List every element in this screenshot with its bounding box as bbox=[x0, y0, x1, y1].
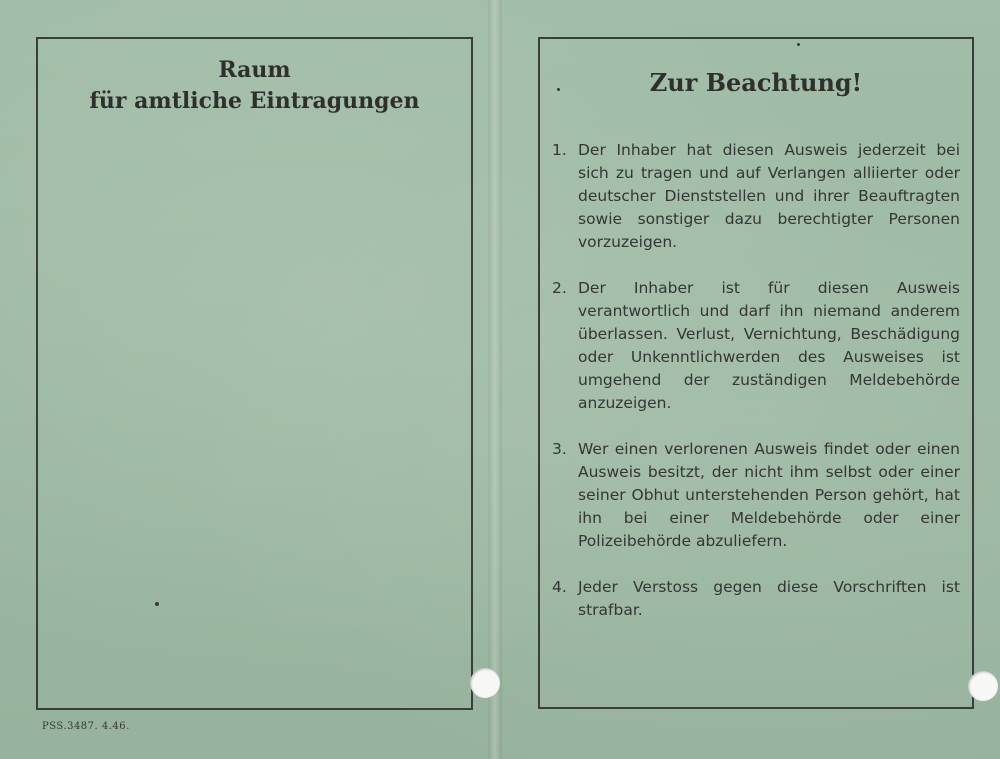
notice-item bbox=[552, 576, 960, 622]
heading-line-1: Raum bbox=[218, 57, 291, 83]
notice-number: 4. bbox=[552, 578, 567, 596]
notice-item bbox=[552, 438, 960, 553]
notice-number: 3. bbox=[552, 440, 567, 458]
punch-hole-left bbox=[470, 668, 500, 698]
notice-heading: Zur Beachtung! bbox=[649, 68, 863, 97]
notice-text: Der Inhaber hat diesen Ausweis jederzeit bei sich zu tragen und auf Verlangen alliierter oder deutscher Dienststellen und ihrer Beauftragten sowie sonstiger dazu berechtigter Personen vorzuzeigen. bbox=[578, 141, 960, 251]
heading-line-2: für amtliche Eintragungen bbox=[89, 88, 420, 114]
ink-speck bbox=[557, 88, 560, 91]
official-entries-frame bbox=[36, 37, 473, 710]
official-entries-heading bbox=[36, 55, 473, 117]
notice-item bbox=[552, 139, 960, 254]
notice-text: Der Inhaber ist für diesen Ausweis verantwortlich und darf ihn niemand anderem überlassen. Verlust, Vernichtung, Beschädigung oder Unkenntlichwerden des Ausweises ist umgehend der zuständigen Meldebehörde anzuzeigen. bbox=[578, 279, 960, 412]
notice-list bbox=[552, 139, 960, 645]
notice-number: 2. bbox=[552, 279, 567, 297]
ink-speck bbox=[797, 43, 800, 46]
punch-hole-right bbox=[968, 671, 998, 701]
notice-text: Wer einen verlorenen Ausweis findet oder einen Ausweis besitzt, der nicht ihm selbst oder einer seiner Obhut unterstehenden Person gehört, hat ihn bei einer Meldebehörde oder einer Polizeibehörde abzuliefern. bbox=[578, 440, 960, 550]
notice-item bbox=[552, 277, 960, 415]
ink-speck bbox=[155, 602, 159, 606]
notice-text: Jeder Verstoss gegen diese Vorschriften ist strafbar. bbox=[578, 578, 960, 619]
form-code: PSS.3487. 4.46. bbox=[42, 721, 130, 732]
notice-number: 1. bbox=[552, 141, 567, 159]
page-fold bbox=[488, 0, 502, 759]
